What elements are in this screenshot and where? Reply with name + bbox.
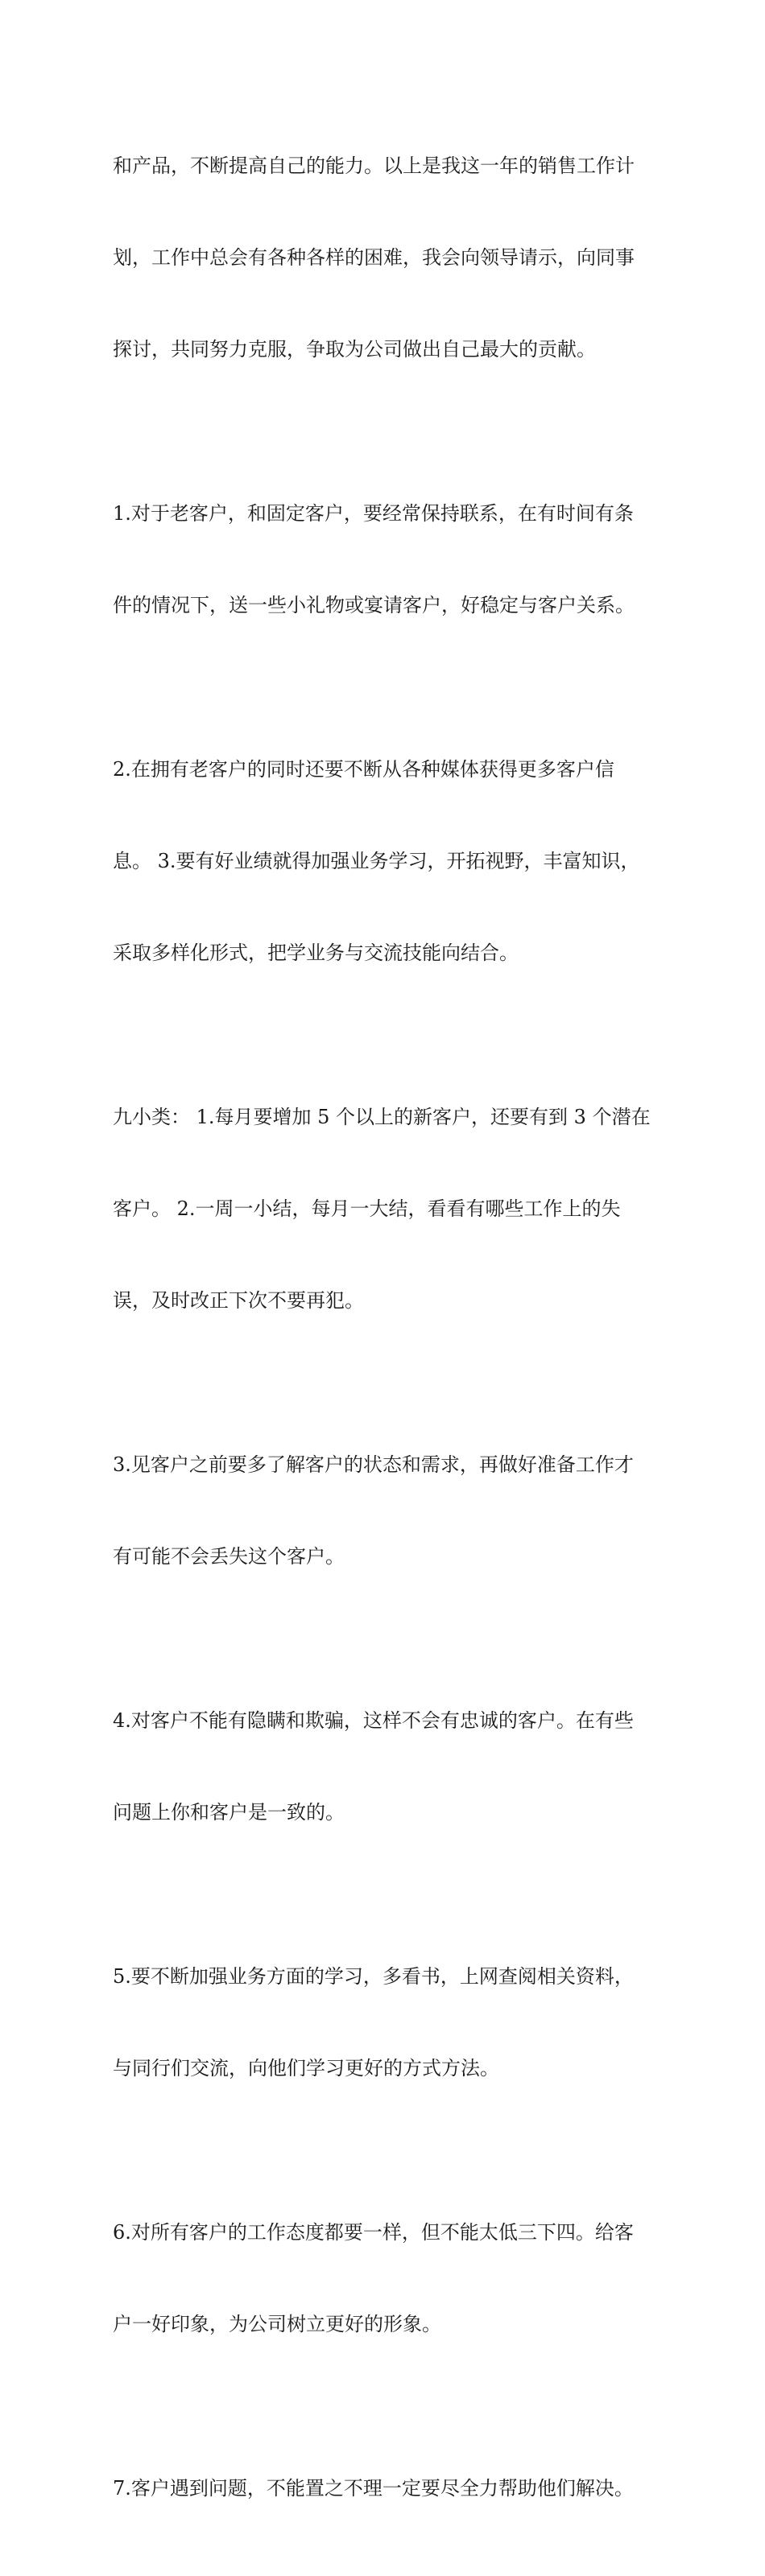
paragraph-item-5 (113, 1900, 660, 2145)
text-line: 误，及时改正下次不要再犯。 (113, 1289, 364, 1312)
paragraph-item-1 (113, 437, 660, 682)
paragraph-item-3 (113, 1388, 660, 1633)
paragraph-category-nine (113, 1041, 660, 1377)
text-line: 有可能不会丢失这个客户。 (113, 1545, 345, 1568)
paragraph-item-6 (113, 2156, 660, 2401)
text-line: 九小类： 1.每月要增加 5 个以上的新客户，还要有到 3 个潜在 (113, 1106, 651, 1128)
body-text (113, 89, 660, 2576)
text-line: 息。 3.要有好业绩就得加强业务学习，开拓视野，丰富知识， (113, 850, 640, 872)
paragraph-item-7 (113, 2412, 660, 2565)
text-line: 2.在拥有老客户的同时还要不断从各种媒体获得更多客户信 (113, 758, 614, 781)
paragraph-item-2-3 (113, 693, 660, 1029)
text-line: 与同行们交流，向他们学习更好的方式方法。 (113, 2057, 499, 2079)
text-line: 探讨，共同努力克服，争取为公司做出自己最大的贡献。 (113, 338, 596, 361)
paragraph-item-4 (113, 1644, 660, 1889)
text-line: 7.客户遇到问题，不能置之不理一定要尽全力帮助他们解决。 (113, 2477, 634, 2500)
text-line: 6.对所有客户的工作态度都要一样，但不能太低三下四。给客 (113, 2221, 634, 2244)
text-line: 5.要不断加强业务方面的学习，多看书，上网查阅相关资料， (113, 1965, 634, 1988)
text-line: 和产品，不断提高自己的能力。以上是我这一年的销售工作计 (113, 155, 635, 177)
text-line: 问题上你和客户是一致的。 (113, 1801, 345, 1824)
text-line: 4.对客户不能有隐瞒和欺骗，这样不会有忠诚的客户。在有些 (113, 1709, 634, 1732)
text-line: 户一好印象，为公司树立更好的形象。 (113, 2313, 441, 2335)
text-line: 3.见客户之前要多了解客户的状态和需求，再做好准备工作才 (113, 1453, 634, 1476)
paragraph-intro (113, 89, 660, 426)
text-line: 客户。 2.一周一小结，每月一大结，看看有哪些工作上的失 (113, 1197, 621, 1220)
text-line: 1.对于老客户，和固定客户，要经常保持联系，在有时间有条 (113, 502, 634, 525)
text-line: 划，工作中总会有各种各样的困难，我会向领导请示，向同事 (113, 246, 635, 269)
text-line: 采取多样化形式，把学业务与交流技能向结合。 (113, 942, 519, 964)
text-line: 件的情况下，送一些小礼物或宴请客户，好稳定与客户关系。 (113, 594, 635, 616)
